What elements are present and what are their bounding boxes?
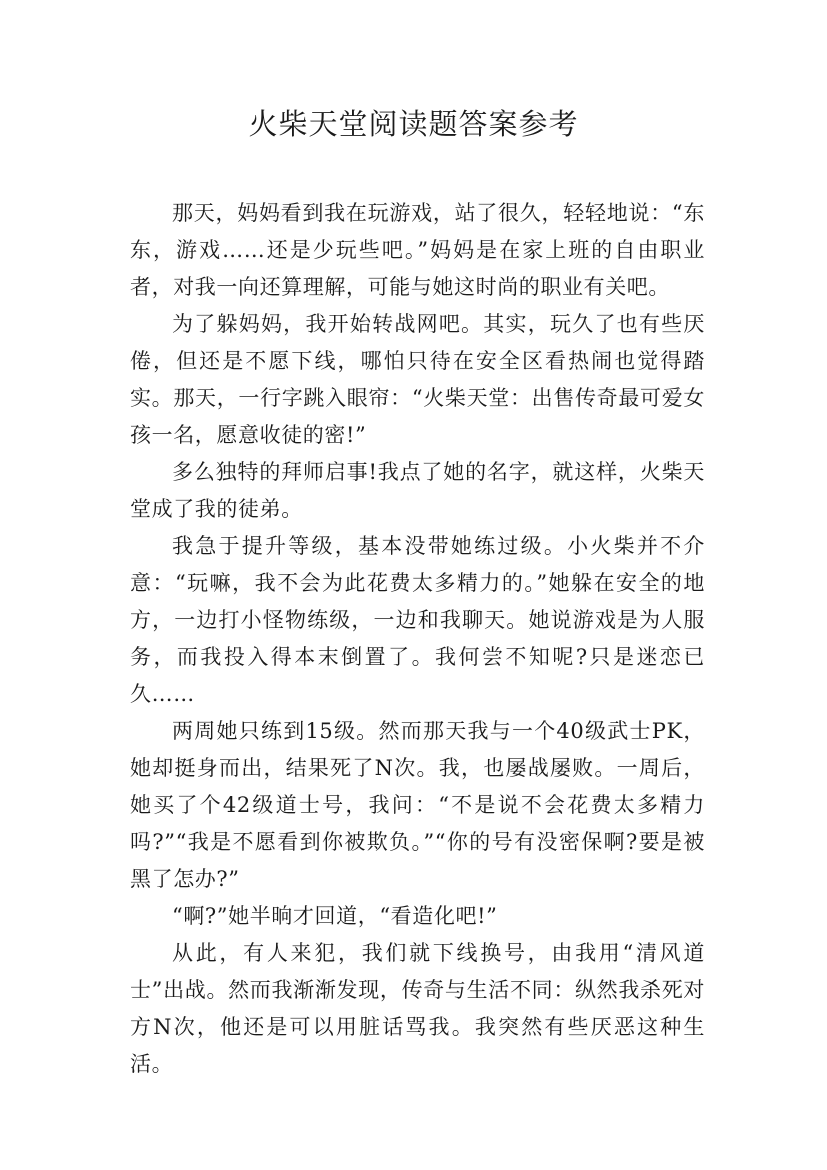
article-body <box>130 195 705 1083</box>
paragraph: 从此，有人来犯，我们就下线换号，由我用“清风道士”出战。然而我渐渐发现，传奇与生活不同：纵然我杀死对方N次，他还是可以用脏话骂我。我突然有些厌恶这种生活。 <box>130 941 705 1076</box>
paragraph: 我急于提升等级，基本没带她练过级。小火柴并不介意：“玩嘛，我不会为此花费太多精力的。”她躲在安全的地方，一边打小怪物练级，一边和我聊天。她说游戏是为人服务，而我投入得本末倒置了。我何尝不知呢?只是迷恋已久…… <box>130 534 705 706</box>
paragraph: 两周她只练到15级。然而那天我与一个40级武士PK，她却挺身而出，结果死了N次。我，也屡战屡败。一周后，她买了个42级道士号，我问：“不是说不会花费太多精力吗?”“我是不愿看到你被欺负。”“你的号有没密保啊?要是被黑了怎办?” <box>130 719 705 891</box>
paragraph: 为了躲妈妈，我开始转战网吧。其实，玩久了也有些厌倦，但还是不愿下线，哪怕只待在安全区看热闹也觉得踏实。那天，一行字跳入眼帘：“火柴天堂：出售传奇最可爱女孩一名，愿意收徒的密!” <box>130 312 705 447</box>
paragraph: 多么独特的拜师启事!我点了她的名字，就这样，火柴天堂成了我的徒弟。 <box>130 460 705 521</box>
paragraph: 那天，妈妈看到我在玩游戏，站了很久，轻轻地说：“东东，游戏……还是少玩些吧。”妈妈是在家上班的自由职业者，对我一向还算理解，可能与她这时尚的职业有关吧。 <box>130 201 705 299</box>
document-title: 火柴天堂阅读题答案参考 <box>248 107 579 141</box>
paragraph: “啊?”她半晌才回道，“看造化吧!” <box>172 904 498 928</box>
